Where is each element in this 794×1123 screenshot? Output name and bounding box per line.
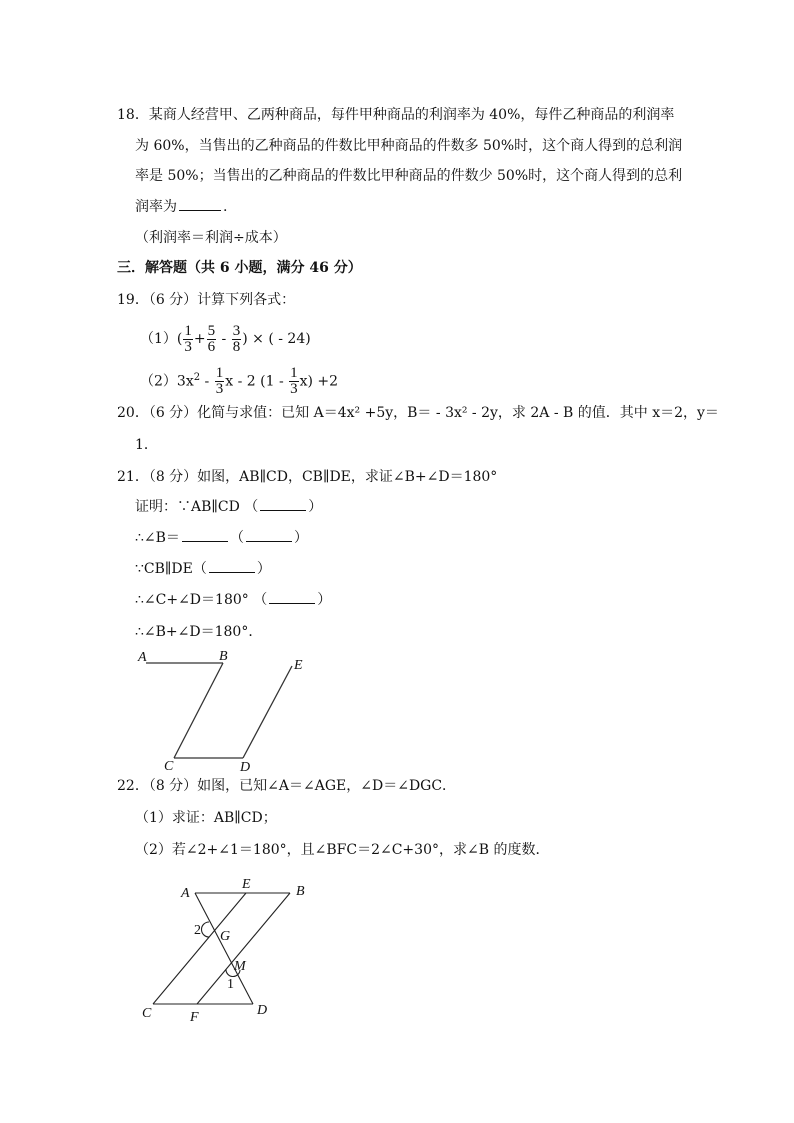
figure-q21 — [146, 663, 292, 758]
denominator: 3 — [290, 381, 298, 398]
segment-fb — [197, 893, 290, 1004]
denominator: 8 — [232, 338, 241, 355]
label-e: E — [294, 658, 303, 673]
q20-line-1: 20．（6 分）化简与求值：已知 A＝4x² +5y，B＝ - 3x² - 2y，求 2A - B 的值．其中 x＝2，y＝ — [117, 405, 719, 421]
q22-title: 22．（8 分）如图，已知∠A＝∠AGE，∠D＝∠DGC． — [117, 778, 457, 794]
q20-line-2: 1． — [135, 437, 158, 453]
text: + — [193, 331, 206, 347]
text: （2）3x — [140, 373, 194, 390]
q18-line-3: 率是 50%；当售出的乙种商品的件数比甲种商品的件数少 50%时，这个商人得到的总利 — [135, 168, 683, 184]
proof-line-5: ∴∠B+∠D＝180°． — [135, 624, 263, 640]
text: （1）( — [140, 331, 183, 347]
q22-part2: （2）若∠2+∠1＝180°，且∠BFC＝2∠C+30°，求∠B 的度数． — [135, 842, 550, 858]
label-a: A — [181, 886, 190, 901]
label-c: C — [164, 759, 174, 774]
numerator: 5 — [207, 322, 216, 339]
label-1: 1 — [227, 977, 234, 992]
label-c: C — [142, 1006, 152, 1021]
label-m: M — [234, 959, 246, 974]
text: ） — [317, 592, 332, 608]
denominator: 3 — [215, 381, 224, 398]
segment-ad — [195, 893, 253, 1004]
text: x - 2 (1 - — [225, 373, 289, 390]
q18-text: 润率为 — [135, 199, 177, 215]
numerator: 1 — [215, 365, 224, 382]
label-b: B — [296, 884, 305, 899]
angle-2-arc — [202, 922, 209, 937]
section-title: 三．解答题（共 6 小题，满分 46 分） — [117, 260, 362, 276]
text: - — [217, 331, 231, 347]
text: ） — [308, 499, 323, 515]
q18-line-1: 18．某商人经营甲、乙两种商品，每件甲种商品的利润率为 40%，每件乙种商品的利润率 — [117, 107, 675, 123]
q22-part1: （1）求证：AB∥CD； — [135, 810, 277, 826]
text: - — [200, 373, 214, 390]
label-d: D — [240, 760, 251, 775]
segment-cb — [174, 663, 223, 758]
denominator: 6 — [207, 338, 216, 355]
text: ） — [293, 530, 308, 546]
label-f: F — [190, 1010, 199, 1025]
q18-note: （利润率＝利润÷成本） — [135, 230, 287, 246]
q18-end: . — [223, 199, 228, 215]
text: ∵CB∥DE（ — [135, 561, 207, 577]
figure-q22 — [153, 893, 290, 1004]
q18-line-2: 为 60%，当售出的乙种商品的件数比甲种商品的件数多 50%时，这个商人得到的总利润 — [135, 138, 683, 154]
label-a: A — [138, 650, 147, 665]
numerator: 1 — [290, 365, 298, 382]
segment-de — [243, 666, 292, 758]
text: 证明：∵AB∥CD （ — [135, 499, 259, 515]
text: ∴∠B＝ — [135, 530, 180, 546]
numerator: 1 — [184, 322, 192, 339]
label-d: D — [257, 1003, 268, 1018]
text: ) × ( - 24) — [242, 331, 311, 347]
numerator: 3 — [232, 322, 241, 339]
label-e: E — [242, 877, 251, 892]
label-2: 2 — [194, 923, 201, 938]
text: ） — [256, 561, 271, 577]
text: x) +2 — [299, 373, 339, 390]
text: （ — [229, 530, 244, 546]
label-g: G — [220, 929, 231, 944]
label-b: B — [219, 649, 228, 664]
exponent: 2 — [193, 372, 201, 383]
text: ∴∠C+∠D＝180° （ — [135, 592, 268, 608]
denominator: 3 — [184, 338, 192, 355]
q21-title: 21．（8 分）如图，AB∥CD，CB∥DE，求证∠B+∠D＝180° — [117, 469, 498, 485]
q19-title: 19．（6 分）计算下列各式： — [117, 292, 296, 308]
